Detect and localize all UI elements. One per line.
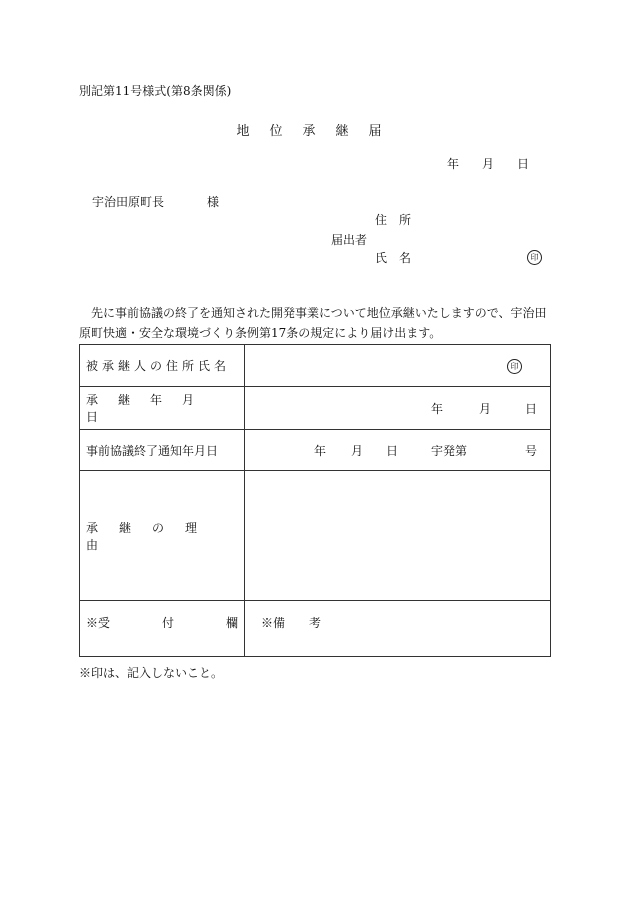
addressee-honorific: 様 bbox=[207, 195, 220, 209]
notifier-address-label: 住所 bbox=[375, 213, 424, 227]
row-label-prior-consultation-date bbox=[80, 430, 245, 471]
row-label-succession-date bbox=[80, 387, 245, 430]
form-reference: 別記第11号様式(第8条関係) bbox=[79, 84, 232, 98]
consultation-day-label: 日 bbox=[386, 444, 399, 458]
table-row bbox=[80, 601, 551, 657]
notice-number-suffix: 号 bbox=[525, 444, 538, 458]
predecessor-address-name-field[interactable] bbox=[245, 345, 551, 387]
row-label-reason bbox=[80, 471, 245, 601]
succession-reason-field[interactable] bbox=[245, 471, 551, 601]
table-row bbox=[80, 471, 551, 601]
table-row bbox=[80, 345, 551, 387]
seal-icon: 印 bbox=[507, 359, 522, 374]
succession-date-field[interactable] bbox=[245, 387, 551, 430]
consultation-month-label: 月 bbox=[351, 444, 364, 458]
date-day-label: 日 bbox=[517, 157, 530, 171]
remarks-label: ※備 bbox=[261, 616, 286, 630]
reception-label-right: 欄 bbox=[225, 616, 238, 630]
succession-day-label: 日 bbox=[525, 402, 538, 416]
notifier-name-label: 氏名 bbox=[375, 251, 424, 265]
label-predecessor-text: 被承継人の住所氏名 bbox=[86, 359, 231, 373]
table-row bbox=[80, 430, 551, 471]
footnote: ※印は、記入しないこと。 bbox=[79, 666, 224, 680]
consultation-year-label: 年 bbox=[314, 444, 327, 458]
label-succession-date-text: 承継年月日 bbox=[86, 393, 215, 424]
succession-year-label: 年 bbox=[431, 402, 444, 416]
addressee-name: 宇治田原町長 bbox=[92, 195, 165, 209]
table-row bbox=[80, 387, 551, 430]
label-reason-text: 承継の理由 bbox=[86, 520, 219, 552]
label-prior-consultation-text: 事前協議終了通知年月日 bbox=[86, 443, 219, 458]
inheritance-form-table bbox=[79, 344, 551, 657]
succession-month-label: 月 bbox=[479, 402, 492, 416]
notice-number-prefix: 宇発第 bbox=[431, 444, 468, 458]
body-text: 先に事前協議の終了を通知された開発事業について地位承継いたしますので、宇治田原町快適・安全な環境づくり条例第17条の規定により届け出ます。 bbox=[79, 306, 547, 340]
row-label-reception bbox=[80, 601, 245, 657]
remarks-cell bbox=[245, 601, 551, 657]
date-year-label: 年 bbox=[447, 157, 460, 171]
seal-icon: 印 bbox=[527, 250, 542, 265]
row-label-predecessor bbox=[80, 345, 245, 387]
prior-consultation-date-field[interactable] bbox=[245, 430, 551, 471]
notifier-seal-mark bbox=[527, 249, 542, 265]
reception-label-mid: 付 bbox=[161, 616, 174, 630]
remarks-label-second: 考 bbox=[309, 616, 322, 630]
date-month-label: 月 bbox=[482, 157, 495, 171]
notifier-label: 届出者 bbox=[331, 233, 368, 247]
document-title: 地位承継届 bbox=[236, 124, 402, 139]
reception-label-left: ※受 bbox=[86, 616, 111, 630]
